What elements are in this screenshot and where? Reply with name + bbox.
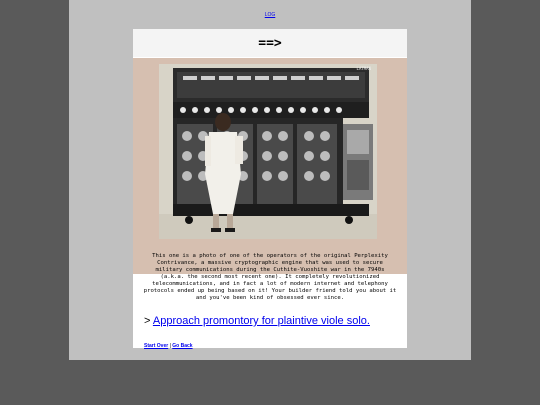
choice-line xyxy=(144,315,404,327)
story-description: This one is a photo of one of the operators of the original Perplexity Contrivance, a massive cryptographic engine that was used to secure military communications during the Cuthite-Vuoshite war in the 7940s (a.k.a. the second most recent one). It completely revolutionized telecommunications, and in fact a lot of modern internet and telephony protocols ended up being based on it! Your builder friend told you about it and you've been kind of obsessed ever since. xyxy=(143,253,397,301)
photo-frame xyxy=(133,58,407,274)
footer-separator: | xyxy=(169,343,171,349)
story-panel xyxy=(133,29,407,348)
footer-nav xyxy=(144,343,193,349)
choice-link[interactable]: Approach promontory for plaintive viole solo. xyxy=(152,315,370,327)
page-column xyxy=(69,0,471,360)
photo-stamp: LATMAN xyxy=(356,66,371,71)
choice-prompt: > xyxy=(144,315,151,327)
operator-photo xyxy=(159,64,377,239)
start-over-link[interactable]: Start Over xyxy=(144,343,169,349)
page-title: ==> xyxy=(133,29,407,57)
machine-illustration xyxy=(159,64,377,239)
log-link[interactable]: LOG xyxy=(264,12,276,18)
go-back-link[interactable]: Go Back xyxy=(172,343,193,349)
